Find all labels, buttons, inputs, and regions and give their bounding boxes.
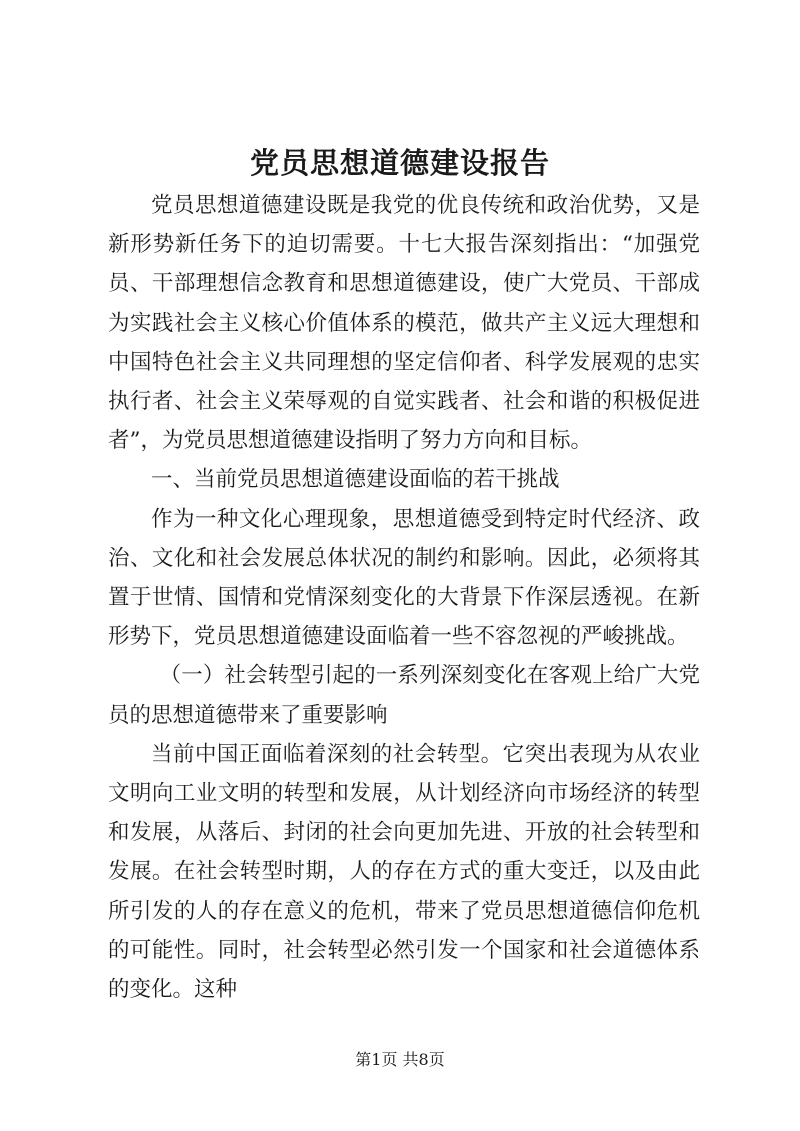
subsection-heading-1: （一）社会转型引起的一系列深刻变化在客观上给广大党员的思想道德带来了重要影响 xyxy=(108,663,700,728)
subsection-1-paragraph: 当前中国正面临着深刻的社会转型。它突出表现为从农业文明向工业文明的转型和发展，从计划经济向市场经济的转型和发展，从落后、封闭的社会向更加先进、开放的社会转型和发展。在社会转型时期，人的存在方式的重大变迁，以及由此所引发的人的存在意义的危机，带来了党员思想道德信仰危机的可能性。同时，社会转型必然引发一个国家和社会道德体系的变化。这种 xyxy=(108,741,700,1003)
section-1-paragraph: 作为一种文化心理现象，思想道德受到特定时代经济、政治、文化和社会发展总体状况的制约和影响。因此，必须将其置于世情、国情和党情深刻变化的大背景下作深层透视。在新形势下，党员思想道德建设面临着一些不容忽视的严峻挑战。 xyxy=(108,506,700,650)
page-number-footer: 第1页 共8页 xyxy=(355,1050,445,1069)
intro-paragraph: 党员思想道德建设既是我党的优良传统和政治优势，又是新形势新任务下的迫切需要。十七大报告深刻指出：“加强党员、干部理想信念教育和思想道德建设，使广大党员、干部成为实践社会主义核心价值体系的模范，做共产主义远大理想和中国特色社会主义共同理想的坚定信仰者、科学发展观的忠实执行者、社会主义荣辱观的自觉实践者、社会和谐的积极促进者”，为党员思想道德建设指明了努力方向和目标。 xyxy=(108,193,700,454)
document-body xyxy=(108,186,700,1009)
section-heading-1: 一、当前党员思想道德建设面临的若干挑战 xyxy=(151,467,560,493)
document-title: 党员思想道德建设报告 xyxy=(249,146,550,180)
